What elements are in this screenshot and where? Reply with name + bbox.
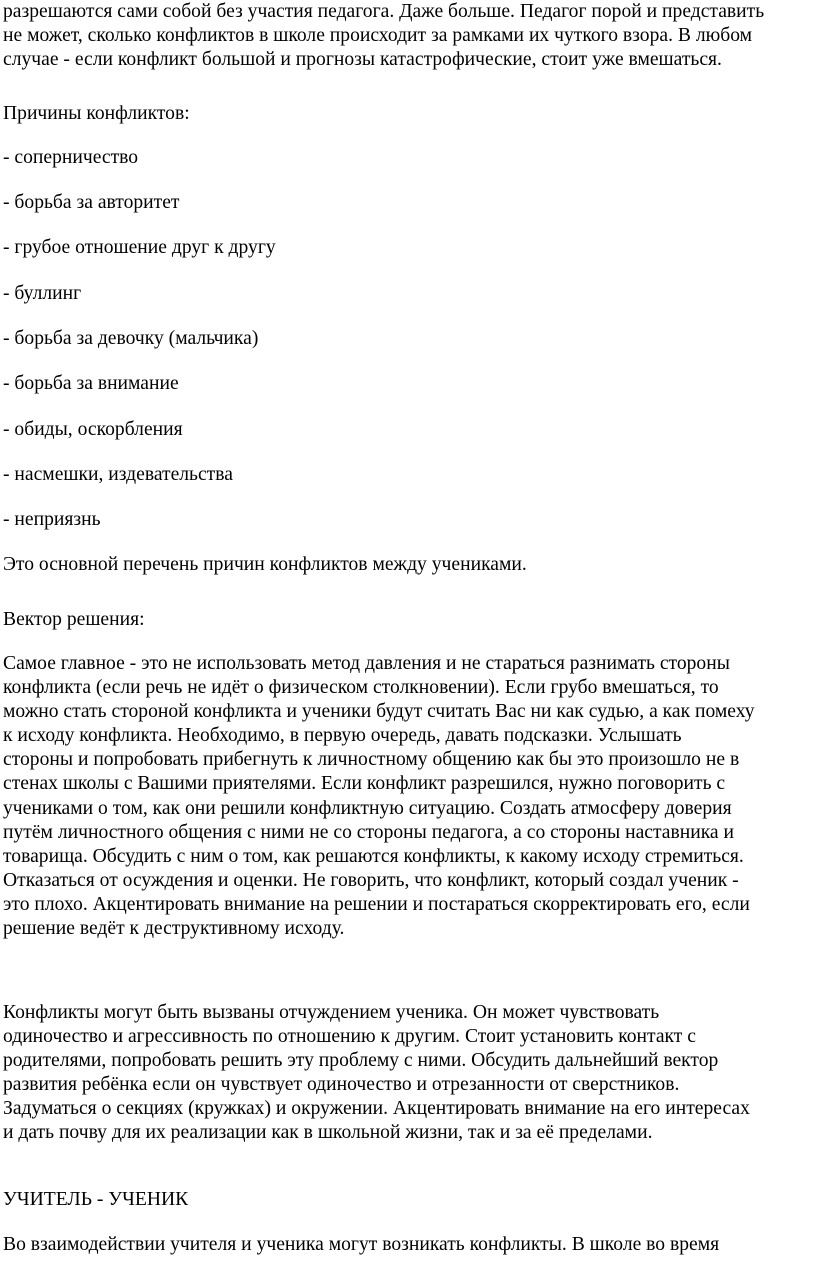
cause-item: - борьба за авторитет xyxy=(3,192,180,213)
cause-item: - обиды, оскорбления xyxy=(3,419,183,440)
cause-item: - грубое отношение друг к другу xyxy=(3,237,276,258)
final-paragraph xyxy=(3,1233,719,1257)
cause-item: - неприязнь xyxy=(3,509,101,530)
text-line: это плохо. Акцентировать внимание на решении и постараться скорректировать его, если xyxy=(3,893,750,915)
causes-heading: Причины конфликтов: xyxy=(3,103,190,124)
solution-heading: Вектор решения: xyxy=(3,609,145,630)
text-line: Во взаимодействии учителя и ученика могут возникать конфликты. В школе во время xyxy=(3,1234,720,1255)
text-line: развития ребёнка если он чувствует одиночество и отрезанности от сверстников. xyxy=(3,1074,680,1096)
text-line: к исходу конфликта. Необходимо, в первую очередь, давать подсказки. Услышать xyxy=(3,725,682,747)
text-line: Задуматься о секциях (кружках) и окружении. Акцентировать внимание на его интересах xyxy=(3,1098,750,1120)
text-line: решение ведёт к деструктивному исходу. xyxy=(3,918,345,940)
text-line: товарища. Обсудить с ним о том, как решаются конфликты, к какому исходу стремиться. xyxy=(3,845,744,867)
text-line: стенах школы с Вашими приятелями. Если конфликт разрешился, нужно поговорить с xyxy=(3,773,726,795)
cause-item: - насмешки, издевательства xyxy=(3,464,233,485)
text-line: и дать почву для их реализации как в школьной жизни, так и за её пределами. xyxy=(3,1122,653,1144)
cause-item: - буллинг xyxy=(3,283,82,304)
text-line: разрешаются сами собой без участия педагога. Даже больше. Педагог порой и представить xyxy=(3,1,765,22)
text-line: не может, сколько конфликтов в школе происходит за рамками их чуткого взора. В любом xyxy=(3,25,753,47)
text-line: одиночество и агрессивность по отношению к другим. Стоит установить контакт с xyxy=(3,1026,696,1048)
text-line: можно стать стороной конфликта и ученики будут считать Вас ни как судью, а как помеху xyxy=(3,701,755,723)
text-line: Самое главное - это не использовать метод давления и не стараться разнимать стороны xyxy=(3,653,730,674)
cause-item: - борьба за внимание xyxy=(3,373,179,394)
intro-paragraph xyxy=(3,0,764,72)
text-line: Отказаться от осуждения и оценки. Не говорить, что конфликт, который создал ученик - xyxy=(3,869,739,891)
solution-paragraph xyxy=(3,652,755,941)
cause-item: - соперничество xyxy=(3,147,139,168)
text-line: случае - если конфликт большой и прогнозы катастрофические, стоит уже вмешаться. xyxy=(3,49,722,71)
text-line: путём личностного общения с ними не со стороны педагога, а со стороны наставника и xyxy=(3,821,735,843)
section-heading: УЧИТЕЛЬ - УЧЕНИК xyxy=(3,1189,189,1210)
text-line: Конфликты могут быть вызваны отчуждением ученика. Он может чувствовать xyxy=(3,1002,660,1023)
text-line: конфликта (если речь не идёт о физическом столкновении). Если грубо вмешаться, то xyxy=(3,677,719,699)
causes-summary: Это основной перечень причин конфликтов между учениками. xyxy=(3,554,527,575)
text-line: родителями, попробовать решить эту проблему с ними. Обсудить дальнейший вектор xyxy=(3,1050,719,1072)
isolation-paragraph xyxy=(3,1001,750,1146)
text-line: учениками о том, как они решили конфликтную ситуацию. Создать атмосферу доверия xyxy=(3,797,732,819)
cause-item: - борьба за девочку (мальчика) xyxy=(3,328,259,349)
text-line: стороны и попробовать прибегнуть к личностному общению как бы это произошло не в xyxy=(3,749,740,771)
